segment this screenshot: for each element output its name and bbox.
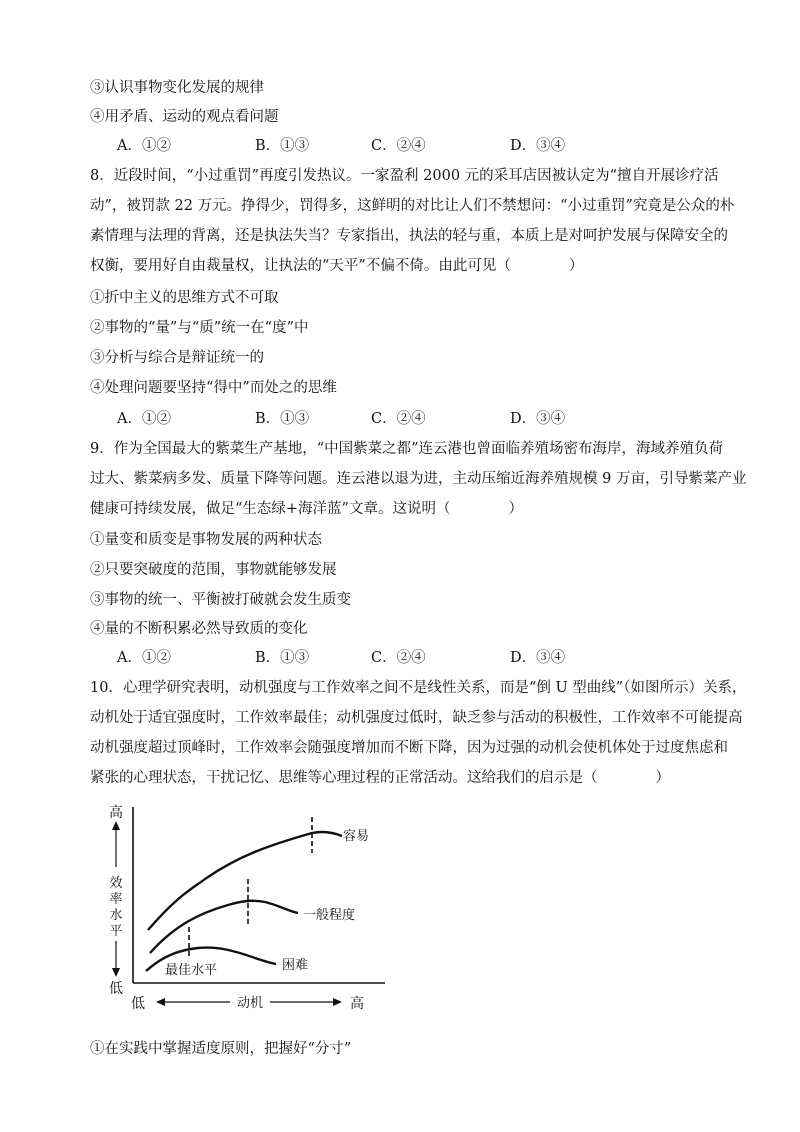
q8-item-4: ④处理问题要坚持“得中”而处之的思维: [90, 380, 337, 396]
q9-stem-line: 9．作为全国最大的紫菜生产基地，“中国紫菜之都”连云港也曾面临养殖场密布海岸，海域养殖负荷: [90, 441, 724, 457]
y-axis-label-char: 效: [109, 876, 123, 891]
y-axis-label-char: 率: [109, 892, 123, 907]
y-arrow-down-icon: [112, 968, 120, 977]
q8-stem-line: 8．近段时间，“小过重罚”再度引发热议。一家盈利 2000 元的采耳店因被认定为“擅自开展诊疗活: [90, 168, 719, 184]
curve-label-medium: 一般程度: [303, 908, 356, 923]
x-arrow-right-icon: [333, 998, 342, 1006]
q10-stem-line: 动机强度超过顶峰时，工作效率会随强度增加而不断下降，因为过强的动机会使机体处于过度焦虑和: [90, 740, 728, 756]
q7-option-a[interactable]: A．①②: [117, 138, 171, 154]
q9-stem-line: 过大、紫菜病多发、质量下降等问题。连云港以退为进，主动压缩近海养殖规模 9 万亩，引导紫菜产业: [90, 471, 747, 487]
inverted-u-curve-figure: [100, 795, 400, 1015]
q8-stem-line: 动”，被罚款 22 万元。挣得少，罚得多，这鲜明的对比让人们不禁想问：“小过重罚”究竟是公众的朴: [90, 198, 735, 214]
q8-option-d[interactable]: D．③④: [510, 411, 566, 427]
q7-item-4: ④用矛盾、运动的观点看问题: [90, 109, 279, 125]
q9-option-d[interactable]: D．③④: [510, 650, 566, 666]
curve-medium: [150, 901, 298, 953]
q10-stem-line: 动机处于适宜强度时，工作效率最佳；动机强度过低时，缺乏参与活动的积极性，工作效率不可能提高: [90, 710, 743, 726]
x-axis-right-label: 高: [350, 996, 364, 1012]
optimum-level-label: 最佳水平: [165, 963, 218, 978]
q9-item-4: ④量的不断积累必然导致质的变化: [90, 621, 308, 637]
q8-stem-line: 素情理与法理的背离，还是执法失当？专家指出，执法的轻与重，本质上是对呵护发展与保障安全的: [90, 228, 728, 244]
x-axis-left-label: 低: [131, 996, 145, 1012]
x-arrow-left-icon: [156, 998, 165, 1006]
q7-option-c[interactable]: C．②④: [371, 138, 426, 154]
q10-item-1: ①在实践中掌握适度原则，把握好“分寸”: [90, 1041, 352, 1057]
curve-label-difficult: 困难: [282, 958, 309, 973]
y-axis-label-char: 水: [109, 908, 123, 923]
y-axis-label-char: 平: [109, 924, 123, 939]
q8-item-3: ③分析与综合是辩证统一的: [90, 350, 264, 366]
q8-stem-line: 权衡，要用好自由裁量权，让执法的“天平”不偏不倚。由此可见（ ）: [90, 258, 584, 274]
y-axis-top-label: 高: [109, 805, 123, 821]
q7-option-d[interactable]: D．③④: [510, 138, 566, 154]
q9-item-2: ②只要突破度的范围，事物就能够发展: [90, 562, 337, 578]
q7-item-3: ③认识事物变化发展的规律: [90, 80, 264, 96]
q10-stem-line: 紧张的心理状态，干扰记忆、思维等心理过程的正常活动。这给我们的启示是（ ）: [90, 770, 670, 786]
q8-option-a[interactable]: A．①②: [117, 411, 171, 427]
q8-item-2: ②事物的“量”与“质”统一在“度”中: [90, 320, 309, 336]
q9-option-b[interactable]: B．①③: [255, 650, 310, 666]
q9-option-a[interactable]: A．①②: [117, 650, 171, 666]
q9-stem-line: 健康可持续发展，做足“生态绿+海洋蓝”文章。这说明（ ）: [90, 501, 523, 517]
q10-stem-line: 10．心理学研究表明，动机强度与工作效率之间不是线性关系，而是“倒 U 型曲线”（如图所示）关系，: [90, 680, 747, 696]
x-axis-label: 动机: [236, 996, 264, 1011]
q7-option-b[interactable]: B．①③: [255, 138, 310, 154]
q8-option-c[interactable]: C．②④: [371, 411, 426, 427]
curve-label-easy: 容易: [343, 829, 370, 844]
q9-option-c[interactable]: C．②④: [371, 650, 426, 666]
q8-option-b[interactable]: B．①③: [255, 411, 310, 427]
y-arrow-up-icon: [112, 821, 120, 830]
q8-item-1: ①折中主义的思维方式不可取: [90, 290, 279, 306]
q9-item-1: ①量变和质变是事物发展的两种状态: [90, 532, 322, 548]
y-axis-bottom-label: 低: [109, 981, 123, 997]
q9-item-3: ③事物的统一、平衡被打破就会发生质变: [90, 592, 351, 608]
